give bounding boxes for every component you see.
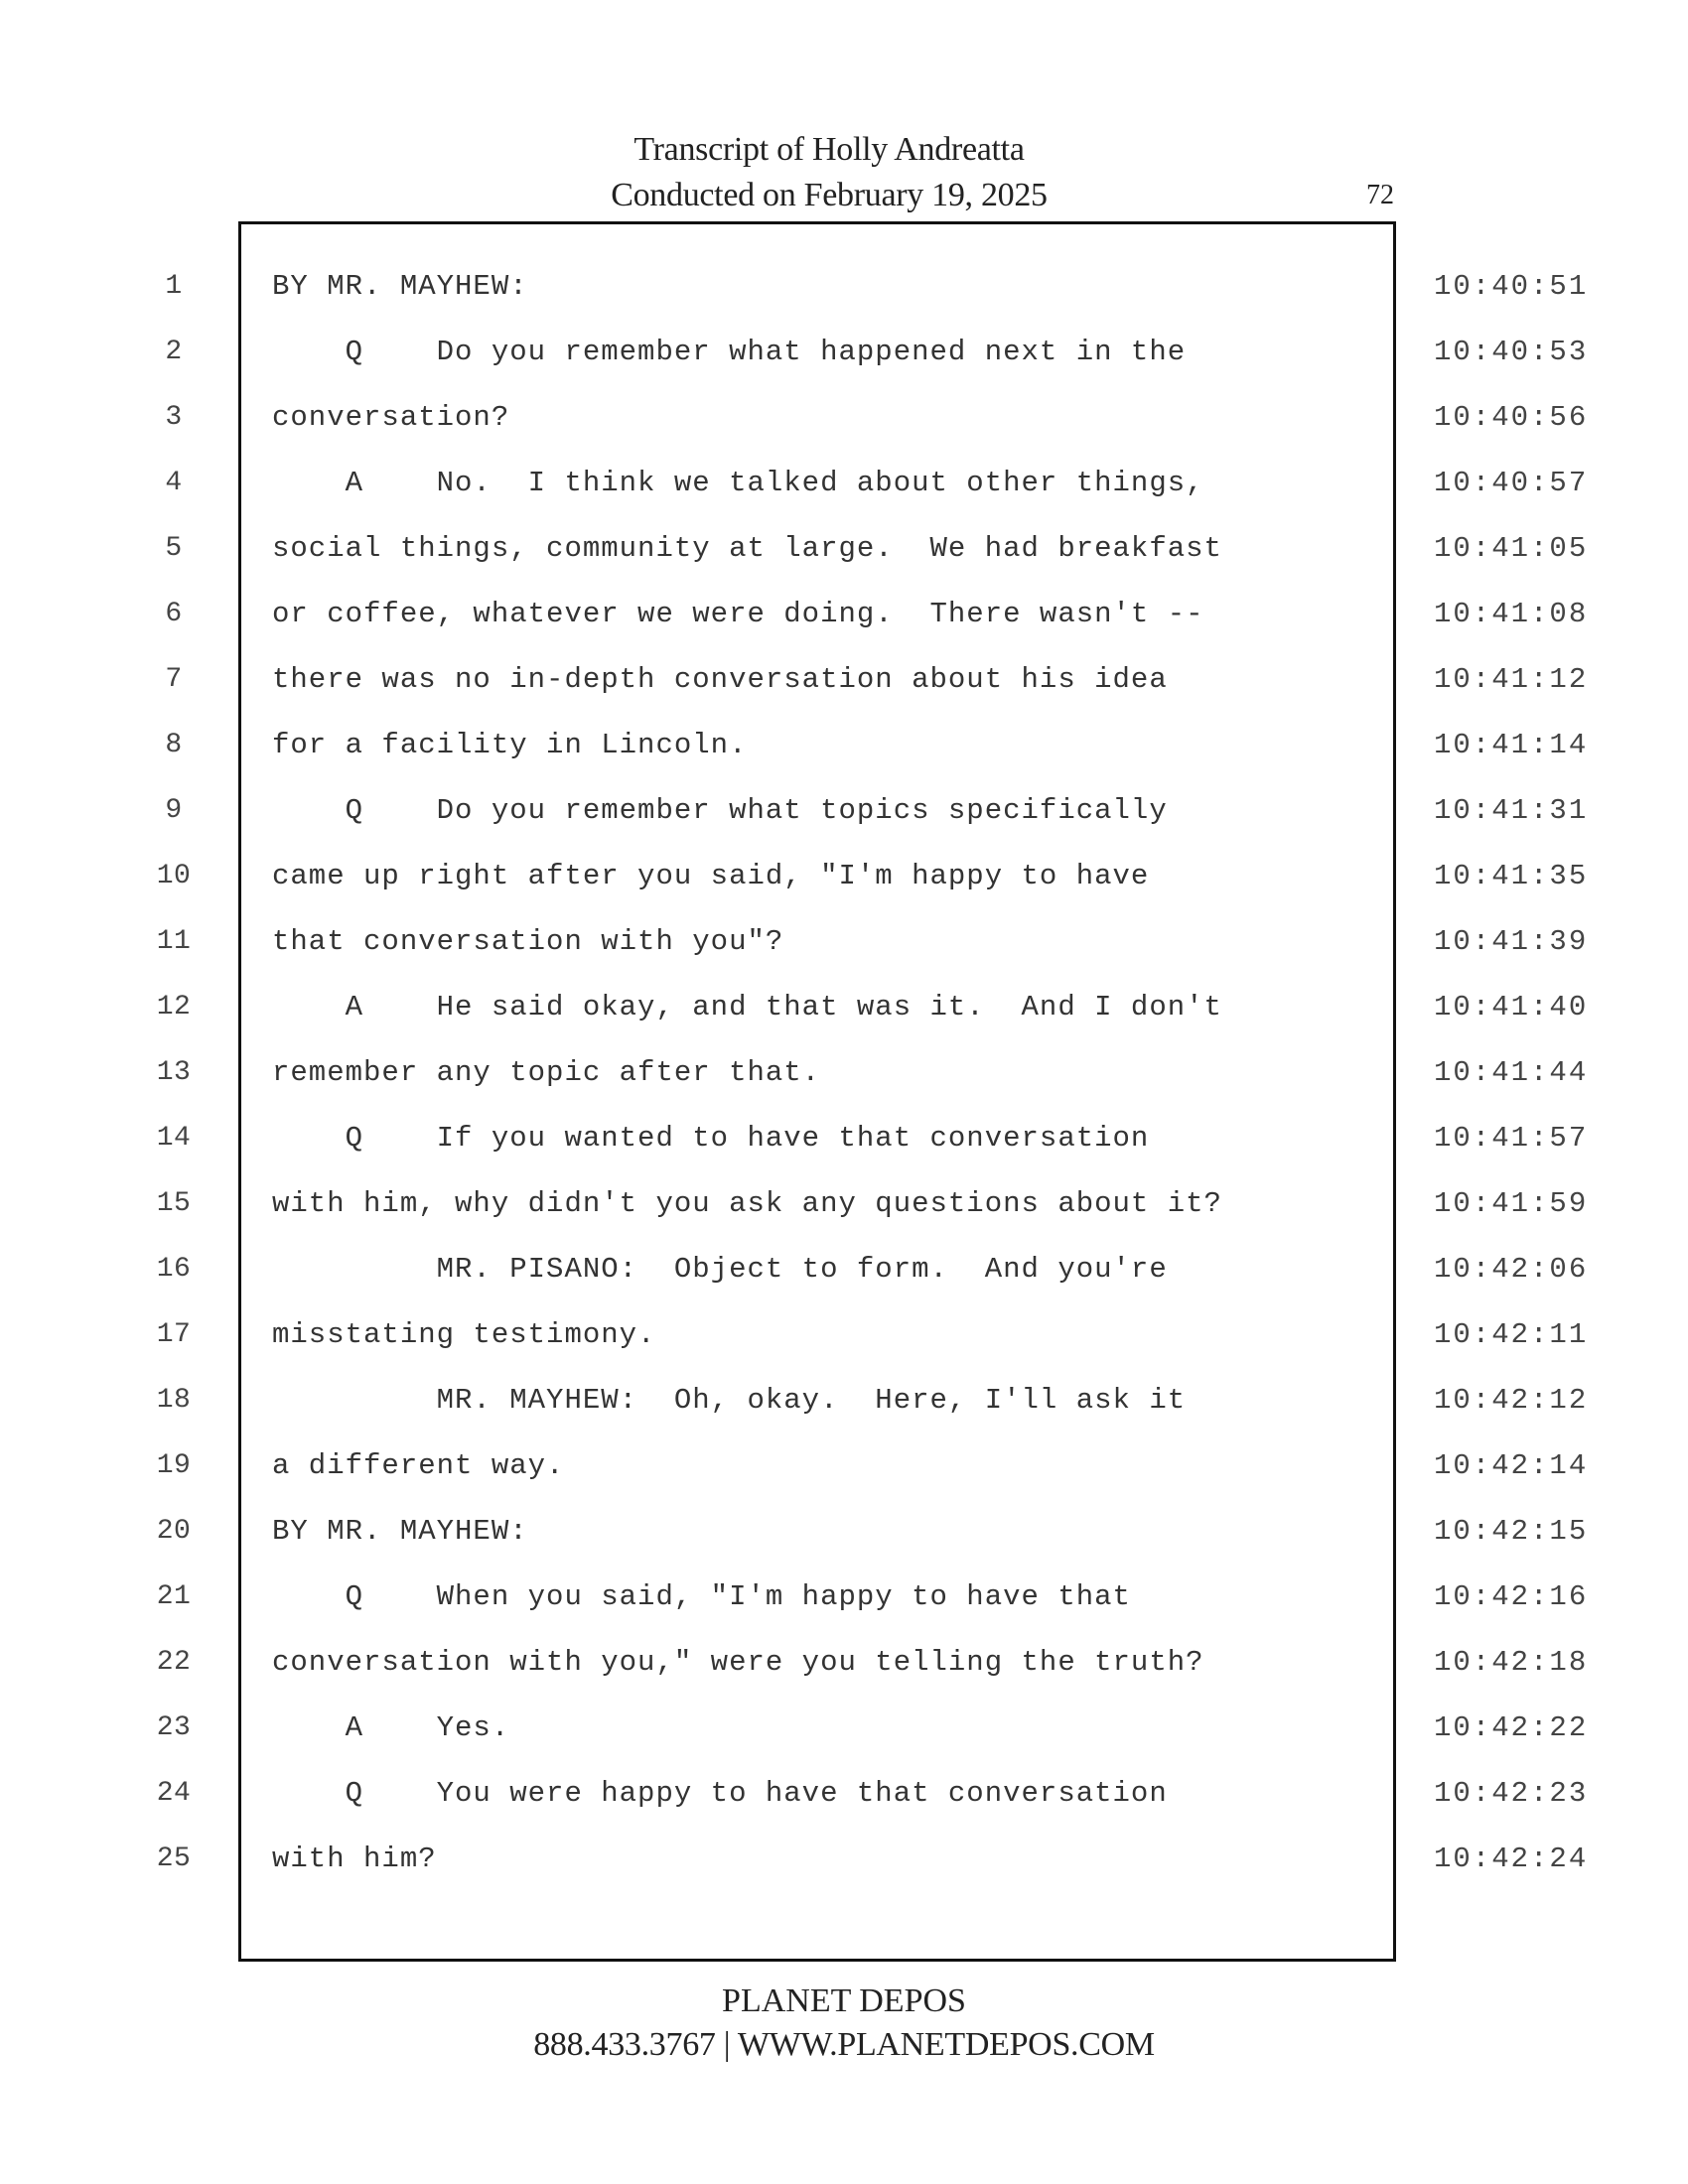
line-timestamp: 10:41:57 [1434,1122,1589,1155]
transcript-line [0,1240,1688,1299]
line-number: 12 [156,992,192,1023]
transcript-line [0,519,1688,579]
transcript-line [0,1043,1688,1103]
line-timestamp: 10:42:11 [1434,1318,1589,1351]
transcript-line [0,1568,1688,1627]
line-text: came up right after you said, "I'm happy to have [272,860,1150,892]
line-timestamp: 10:41:05 [1434,532,1589,565]
transcript-line [0,650,1688,710]
line-number: 7 [165,664,183,695]
line-number: 5 [165,533,183,564]
line-number: 25 [156,1843,192,1874]
line-number: 9 [165,795,183,826]
line-timestamp: 10:42:06 [1434,1253,1589,1286]
line-text: Q You were happy to have that conversation [272,1777,1168,1810]
line-number: 15 [156,1188,192,1219]
line-text: Q Do you remember what topics specifically [272,794,1168,827]
line-number: 10 [156,861,192,891]
transcript-line [0,257,1688,317]
line-text: remember any topic after that. [272,1056,821,1089]
line-text: with him, why didn't you ask any questions about it? [272,1187,1222,1220]
line-timestamp: 10:41:39 [1434,925,1589,958]
line-timestamp: 10:40:56 [1434,401,1589,434]
line-timestamp: 10:41:40 [1434,991,1589,1024]
line-text: MR. PISANO: Object to form. And you're [272,1253,1168,1286]
line-number: 4 [165,468,183,498]
line-number: 19 [156,1450,192,1481]
line-timestamp: 10:40:57 [1434,467,1589,499]
line-number: 22 [156,1647,192,1678]
line-text: for a facility in Lincoln. [272,729,748,761]
transcript-line [0,1502,1688,1562]
line-text: Q When you said, "I'm happy to have that [272,1580,1131,1613]
transcript-line [0,912,1688,972]
transcript-line [0,1633,1688,1693]
line-timestamp: 10:42:18 [1434,1646,1589,1679]
transcript-line [0,1305,1688,1365]
transcript-line [0,716,1688,775]
line-number: 6 [165,599,183,629]
line-text: conversation with you," were you telling the truth? [272,1646,1204,1679]
line-text: that conversation with you"? [272,925,784,958]
line-number: 23 [156,1712,192,1743]
line-text: Q Do you remember what happened next in the [272,336,1187,368]
line-timestamp: 10:42:23 [1434,1777,1589,1810]
transcript-line [0,1174,1688,1234]
line-timestamp: 10:41:14 [1434,729,1589,761]
line-timestamp: 10:41:31 [1434,794,1589,827]
line-timestamp: 10:40:51 [1434,270,1589,303]
line-text: BY MR. MAYHEW: [272,1515,528,1548]
transcript-line [0,978,1688,1037]
line-text: A No. I think we talked about other things, [272,467,1204,499]
line-text: MR. MAYHEW: Oh, okay. Here, I'll ask it [272,1384,1187,1417]
line-timestamp: 10:40:53 [1434,336,1589,368]
line-text: A Yes. [272,1711,510,1744]
transcript-line [0,847,1688,906]
transcript-line [0,323,1688,382]
line-number: 13 [156,1057,192,1088]
line-number: 24 [156,1778,192,1809]
line-number: 16 [156,1254,192,1285]
line-text: with him? [272,1843,437,1875]
line-timestamp: 10:42:14 [1434,1449,1589,1482]
line-number: 21 [156,1581,192,1612]
transcript-line [0,1436,1688,1496]
line-number: 14 [156,1123,192,1154]
transcript-line [0,1764,1688,1824]
line-number: 1 [165,271,183,302]
footer-company: PLANET DEPOS [722,1982,966,2019]
line-text: social things, community at large. We had breakfast [272,532,1222,565]
line-timestamp: 10:41:08 [1434,598,1589,630]
line-text: a different way. [272,1449,565,1482]
line-number: 8 [165,730,183,760]
transcript-line [0,1699,1688,1758]
line-text: A He said okay, and that was it. And I don't [272,991,1222,1024]
line-number: 18 [156,1385,192,1416]
line-text: conversation? [272,401,510,434]
line-number: 2 [165,337,183,367]
line-text: Q If you wanted to have that conversation [272,1122,1150,1155]
transcript-line [0,1109,1688,1168]
line-number: 20 [156,1516,192,1547]
line-timestamp: 10:42:16 [1434,1580,1589,1613]
line-timestamp: 10:41:59 [1434,1187,1589,1220]
page-number: 72 [1366,180,1394,210]
line-number: 11 [156,926,192,957]
footer-contact: 888.433.3767 | WWW.PLANETDEPOS.COM [533,2026,1155,2063]
line-text: misstating testimony. [272,1318,656,1351]
line-timestamp: 10:41:44 [1434,1056,1589,1089]
line-timestamp: 10:42:22 [1434,1711,1589,1744]
line-timestamp: 10:42:15 [1434,1515,1589,1548]
line-number: 17 [156,1319,192,1350]
line-timestamp: 10:41:12 [1434,663,1589,696]
line-timestamp: 10:42:12 [1434,1384,1589,1417]
transcript-date: Conducted on February 19, 2025 [611,177,1048,213]
line-text: BY MR. MAYHEW: [272,270,528,303]
line-number: 3 [165,402,183,433]
transcript-line [0,585,1688,644]
transcript-title: Transcript of Holly Andreatta [633,131,1025,168]
transcript-line [0,454,1688,513]
transcript-line [0,388,1688,448]
transcript-line [0,1830,1688,1889]
line-timestamp: 10:41:35 [1434,860,1589,892]
line-text: or coffee, whatever we were doing. There wasn't -- [272,598,1204,630]
line-timestamp: 10:42:24 [1434,1843,1589,1875]
transcript-line [0,781,1688,841]
transcript-line [0,1371,1688,1431]
line-text: there was no in-depth conversation about his idea [272,663,1168,696]
